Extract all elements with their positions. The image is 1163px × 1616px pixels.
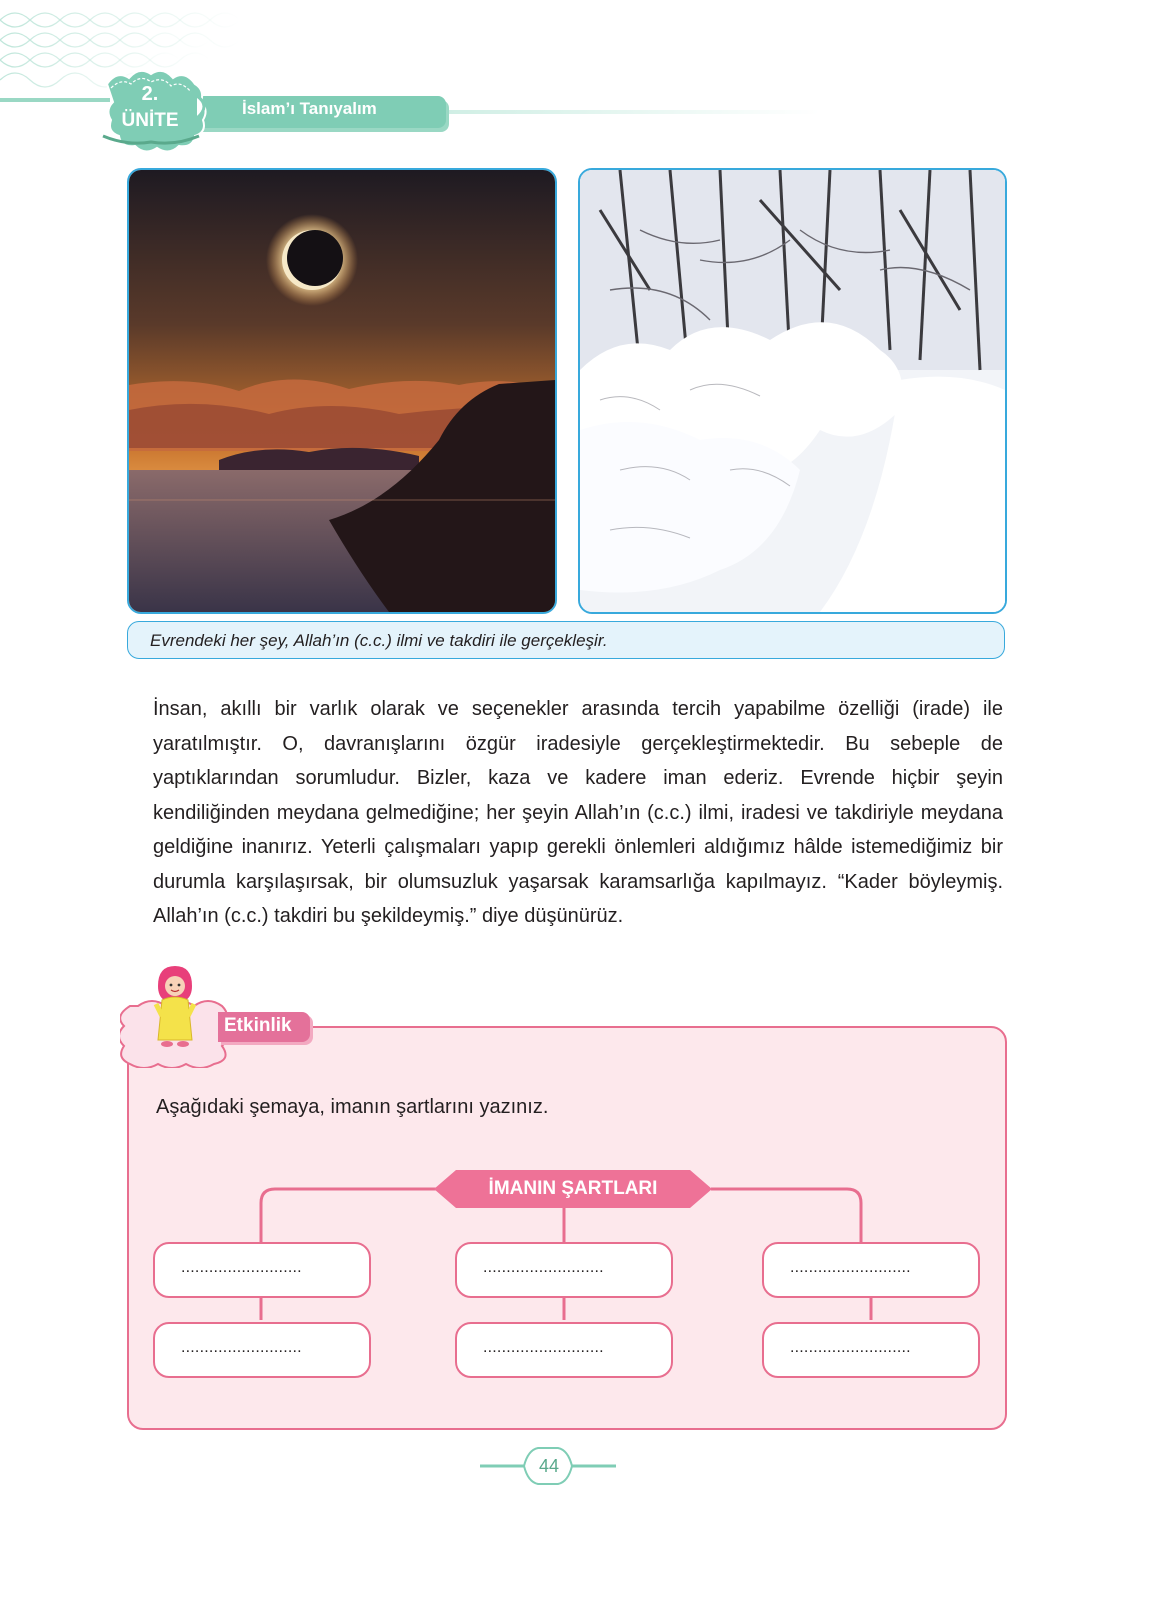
solar-eclipse-icon — [129, 170, 555, 612]
unit-number: 2. — [141, 83, 159, 105]
answer-slot-6[interactable] — [762, 1322, 980, 1378]
answer-slot-2[interactable] — [455, 1242, 673, 1298]
unit-badge-icon — [93, 66, 211, 152]
answer-slot-3[interactable] — [762, 1242, 980, 1298]
activity-instruction: Aşağıdaki şemaya, imanın şartlarını yazınız. — [156, 1096, 549, 1118]
slot-placeholder: .......................... — [790, 1259, 911, 1276]
answer-slot-1[interactable] — [153, 1242, 371, 1298]
unit-word: ÜNİTE — [121, 110, 179, 131]
activity-label: Etkinlik — [224, 1015, 292, 1036]
snow-photo — [578, 168, 1007, 614]
page-number: 44 — [538, 1456, 560, 1476]
slot-placeholder: .......................... — [483, 1339, 604, 1356]
unit-title: İslam’ı Tanıyalım — [242, 99, 377, 118]
figure-caption-box — [127, 621, 1005, 659]
slot-placeholder: .......................... — [790, 1339, 911, 1356]
girl-character-icon — [150, 966, 200, 1050]
body-paragraph: İnsan, akıllı bir varlık olarak ve seçenekler arasında tercih yapabilme özelliği (irade) ile yaratılmıştır. O, davranışlarını özgür iradesiyle gerçekleştirmektedir. Bu sebeple de yaptıklarından sorumludur. Bizler, kaza ve kadere iman ederiz. Evrende hiçbir şeyin kendiliğinden meydana gelmediğine; her şeyin Allah’ın (c.c.) ilmi, iradesi ve takdiriyle meydana geldiğine inanırız. Yeterli çalışmaları yapıp gerekli önlemleri aldığımız hâlde istemediğimiz bir durumla karşılaşırsak, bir olumsuzluk yaşarsak karamsarlığa kapılmayız. “Kader böyleymiş. Allah’ın (c.c.) takdiri bu şekildeymiş.” diye düşünürüz. — [153, 698, 1003, 927]
answer-slot-4[interactable] — [153, 1322, 371, 1378]
slot-placeholder: .......................... — [483, 1259, 604, 1276]
figure-caption: Evrendeki her şey, Allah’ın (c.c.) ilmi ve takdiri ile gerçekleşir. — [150, 631, 608, 650]
slot-placeholder: .......................... — [181, 1259, 302, 1276]
diagram-center-label: İMANIN ŞARTLARI — [488, 1178, 658, 1199]
eclipse-photo — [127, 168, 557, 614]
header-fade-line — [440, 110, 820, 114]
snowy-forest-icon — [580, 170, 1005, 612]
slot-placeholder: .......................... — [181, 1339, 302, 1356]
answer-slot-5[interactable] — [455, 1322, 673, 1378]
